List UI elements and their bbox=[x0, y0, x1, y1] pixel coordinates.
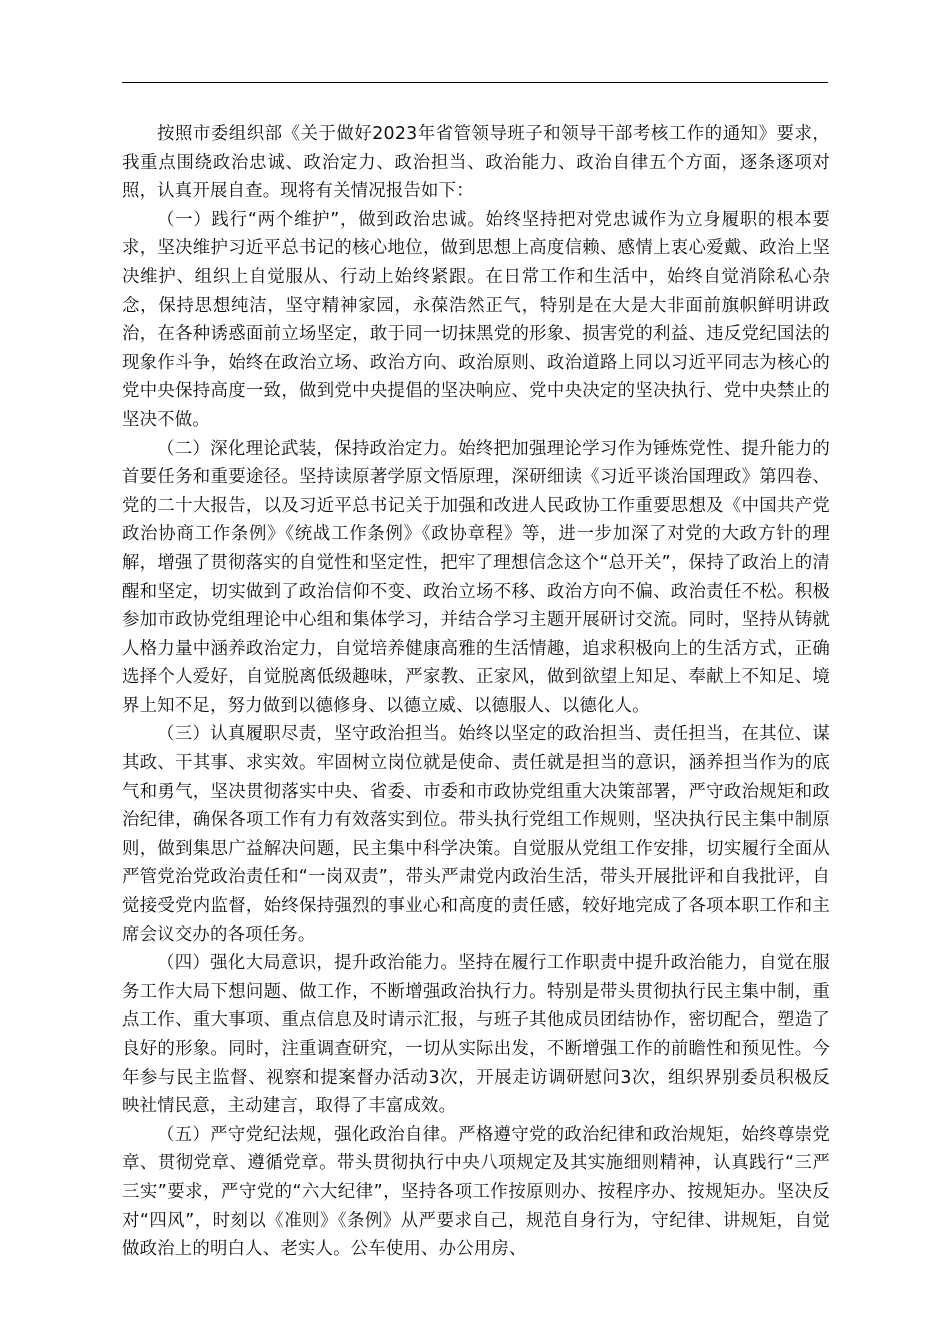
intro-paragraph: 按照市委组织部《关于做好2023年省管领导班子和领导干部考核工作的通知》要求，我重点围绕政治忠诚、政治定力、政治担当、政治能力、政治自律五个方面，逐条逐项对照，认真开展自查。现将有关情况报告如下： bbox=[122, 124, 830, 202]
section-2-political-steadfastness: （二）深化理论武装，保持政治定力。始终把加强理论学习作为锤炼党性、提升能力的首要任务和重要途径。坚持读原著学原文悟原理，深研细读《习近平谈治国理政》第四卷、党的二十大报告，以及习近平总书记关于加强和改进人民政协工作重要思想及《中国共产党政治协商工作条例》《统战工作条例》《政协章程》等，进一步加深了对党的大政方针的理解，增强了贯彻落实的自觉性和坚定性，把牢了理想信念这个“总开关”，保持了政治上的清醒和坚定，切实做到了政治信仰不变、政治立场不移、政治方向不偏、政治责任不松。积极参加市政协党组理论中心组和集体学习，并结合学习主题开展研讨交流。同时，坚持从铸就人格力量中涵养政治定力，自觉培养健康高雅的生活情趣，追求积极向上的生活方式，正确选择个人爱好，自觉脱离低级趣味，严家教、正家风，做到欲望上知足、奉献上不知足、境界上知不足，努力做到以德修身、以德立威、以德服人、以德化人。 bbox=[122, 438, 830, 716]
section-1-political-loyalty: （一）践行“两个维护”，做到政治忠诚。始终坚持把对党忠诚作为立身履职的根本要求，坚决维护习近平总书记的核心地位，做到思想上高度信赖、感情上衷心爱戴、政治上坚决维护、组织上自觉服从、行动上始终紧跟。在日常工作和生活中，始终自觉消除私心杂念，保持思想纯洁，坚守精神家园，永葆浩然正气，特别是在大是大非面前旗帜鲜明讲政治，在各种诱惑面前立场坚定，敢于同一切抹黑党的形象、损害党的利益、违反党纪国法的现象作斗争，始终在政治立场、政治方向、政治原则、政治道路上同以习近平同志为核心的党中央保持高度一致，做到党中央提倡的坚决响应、党中央决定的坚决执行、党中央禁止的坚决不做。 bbox=[122, 209, 830, 430]
section-4-political-capability: （四）强化大局意识，提升政治能力。坚持在履行工作职责中提升政治能力，自觉在服务工作大局下想问题、做工作，不断增强政治执行力。特别是带头贯彻执行民主集中制，重点工作、重大事项、重点信息及时请示汇报，与班子其他成员团结协作，密切配合，塑造了良好的形象。同时，注重调查研究，一切从实际出发，不断增强工作的前瞻性和预见性。今年参与民主监督、视察和提案督办活动3次，开展走访调研慰问3次，组织界别委员积极反映社情民意，主动建言，取得了丰富成效。 bbox=[122, 953, 830, 1117]
section-5-political-self-discipline: （五）严守党纪法规，强化政治自律。严格遵守党的政治纪律和政治规矩，始终尊崇党章、贯彻党章、遵循党章。带头贯彻执行中央八项规定及其实施细则精神，认真践行“三严三实”要求，严守党的“六大纪律”，坚持各项工作按原则办、按程序办、按规矩办。坚决反对“四风”，时刻以《准则》《条例》从严要求自己，规范自身行为，守纪律、讲规矩，自觉做政治上的明白人、老实人。公车使用、办公用房、 bbox=[122, 1124, 830, 1260]
document-body bbox=[122, 120, 830, 1264]
header-divider bbox=[122, 82, 828, 83]
section-3-political-responsibility: （三）认真履职尽责，坚守政治担当。始终以坚定的政治担当、责任担当，在其位、谋其政、干其事、求实效。牢固树立岗位就是使命、责任就是担当的意识，涵养担当作为的底气和勇气，坚决贯彻落实中央、省委、市委和市政协党组重大决策部署，严守政治规矩和政治纪律，确保各项工作有力有效落实到位。带头执行党组工作规则，坚决执行民主集中制原则，做到集思广益解决问题，民主集中科学决策。自觉服从党组工作安排，切实履行全面从严管党治党政治责任和“一岗双责”，带头严肃党内政治生活，带头开展批评和自我批评，自觉接受党内监督，始终保持强烈的事业心和高度的责任感，较好地完成了各项本职工作和主席会议交办的各项任务。 bbox=[122, 724, 830, 945]
